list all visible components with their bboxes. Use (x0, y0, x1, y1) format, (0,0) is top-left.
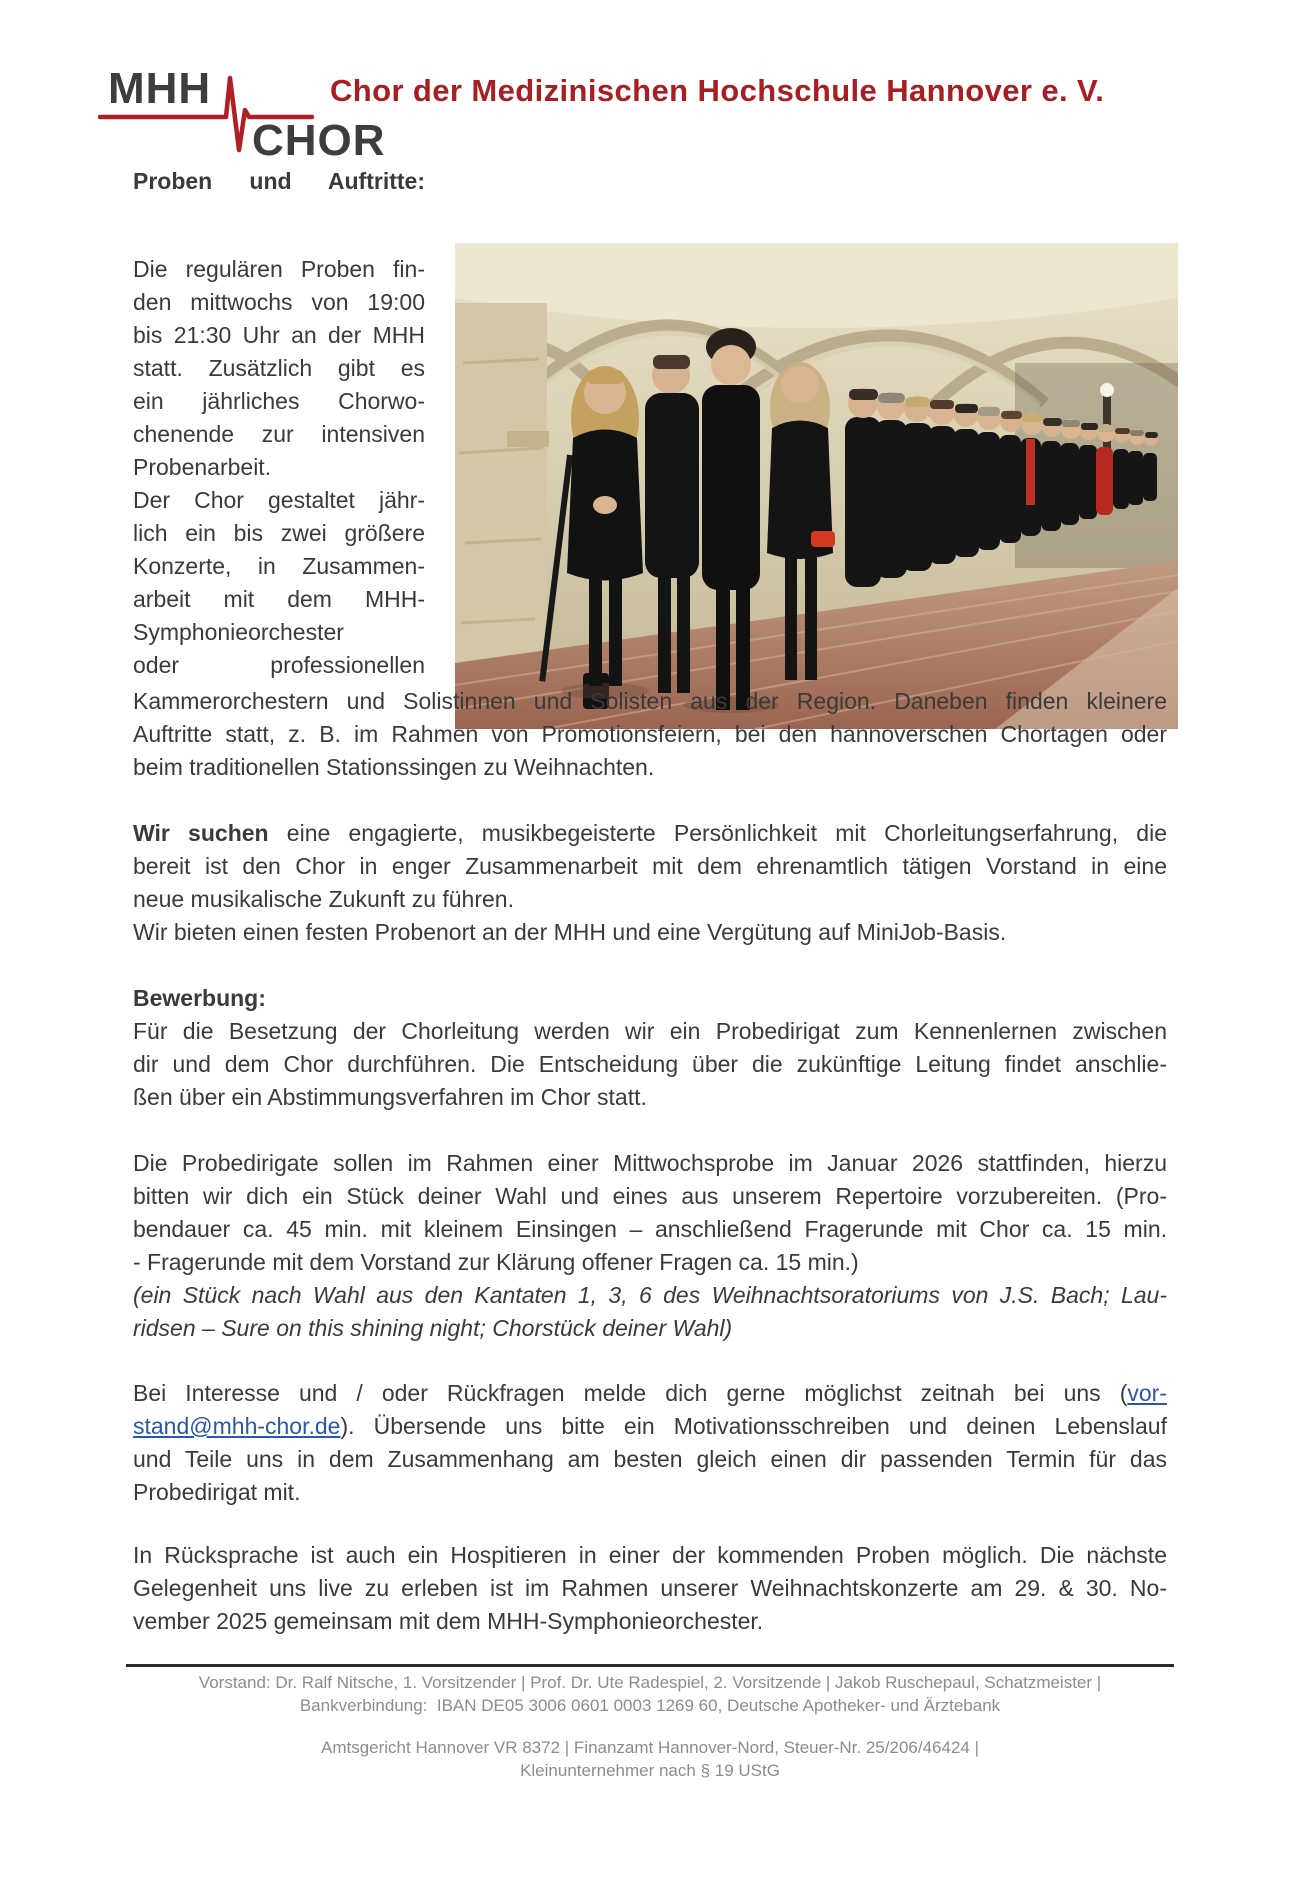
header (108, 55, 1167, 165)
text-line: dir und dem Chor durchführen. Die Entscheidung über die zukünftige Leitung findet anschlie- (133, 1051, 1167, 1077)
probedirigat-paragraph (133, 1147, 1167, 1345)
text-line: vember 2025 gemeinsam mit dem MHH-Symphonieorchester. (133, 1608, 764, 1634)
text-line: Wir bieten einen festen Probenort an der MHH und eine Vergütung auf MiniJob-Basis. (133, 919, 1007, 945)
text-line: Gelegenheit uns live zu erleben ist im Rahmen unserer Weihnachtskonzerte am 29. & 30. No- (133, 1575, 1167, 1601)
text-line: bis 21:30 Uhr an der MHH (133, 322, 425, 348)
text-line: ein jährliches Chorwo- (133, 388, 425, 414)
text-line: Der Chor gestaltet jähr- (133, 487, 425, 513)
logo-text-chor: CHOR (252, 116, 386, 165)
text-line-italic: ridsen – Sure on this shining night; Chorstück deiner Wahl) (133, 1315, 733, 1341)
footer-line-amtsgericht: Amtsgericht Hannover VR 8372 | Finanzamt Hannover-Nord, Steuer-Nr. 25/206/46424 | (320, 1738, 979, 1757)
section-heading-proben: Proben und Auftritte: (133, 168, 425, 194)
text-line: bendauer ca. 45 min. mit kleinem Einsingen – anschließend Fragerunde mit Chor ca. 15 min. (133, 1216, 1167, 1242)
text-line: Symphonieorchester (133, 619, 344, 645)
text-line: neue musikalische Zukunft zu führen. (133, 886, 514, 912)
text-line (133, 817, 1167, 850)
footer-line-vorstand: Vorstand: Dr. Ralf Nitsche, 1. Vorsitzender | Prof. Dr. Ute Radespiel, 2. Vorsitzende | Jakob Ruschepaul, Schatzmeister | (198, 1673, 1102, 1692)
text-line: bereit ist den Chor in enger Zusammenarbeit mit dem ehrenamtlich tätigen Vorstand in eine (133, 853, 1167, 879)
text-line: bitten wir dich ein Stück deiner Wahl und eines aus unserem Repertoire vorzubereiten. (Pro- (133, 1183, 1167, 1209)
text-line: beim traditionellen Stationssingen zu Weihnachten. (133, 754, 655, 780)
text-line: statt. Zusätzlich gibt es (133, 355, 425, 381)
footer-divider (126, 1664, 1174, 1667)
text-line: Kammerorchestern und Solistinnen und Solisten aus der Region. Daneben finden kleinere (133, 688, 1167, 714)
proben-column-text (133, 253, 1167, 682)
text-line: arbeit mit dem MHH- (133, 586, 425, 612)
text-line: Die regulären Proben fin- (133, 256, 425, 282)
logo-text-mhh: MHH (108, 64, 212, 113)
text-line: oder professionellen (133, 652, 425, 678)
wir-suchen-paragraph (133, 817, 1167, 949)
footer (133, 1671, 1167, 1782)
text-span: eine engagierte, musikbegeisterte Persönlichkeit mit Chorleitungserfahrung, die (268, 820, 1168, 846)
kontakt-paragraph (133, 1377, 1167, 1509)
footer-gap (133, 1717, 1167, 1736)
text-line: Die Probedirigate sollen im Rahmen einer Mittwochsprobe im Januar 2026 stattfinden, hierzu (133, 1150, 1167, 1176)
text-line: Probenarbeit. (133, 454, 272, 480)
text-line: Für die Besetzung der Chorleitung werden wir ein Probedirigat zum Kennenlernen zwischen (133, 1018, 1167, 1044)
text-line: Konzerte, in Zusammen- (133, 553, 425, 579)
text-line: und Teile uns in dem Zusammenhang am besten gleich einen dir passenden Termin für das (133, 1446, 1167, 1472)
text-line: chenende zur intensiven (133, 421, 425, 447)
document-body (108, 55, 1168, 1782)
text-line (133, 1410, 1167, 1443)
footer-line-bank: Bankverbindung: IBAN DE05 3006 0601 0003 1269 60, Deutsche Apotheker- und Ärztebank (299, 1696, 1001, 1715)
text-span: ). Übersende uns bitte ein Motivationsschreiben und deinen Lebenslauf (340, 1413, 1167, 1439)
text-line: Probedirigat mit. (133, 1479, 301, 1505)
text-line: Auftritte statt, z. B. im Rahmen von Promotionsfeiern, bei den hannoverschen Chortagen oder (133, 721, 1167, 747)
text-line: In Rücksprache ist auch ein Hospitieren in einer der kommenden Proben möglich. Die nächste (133, 1542, 1167, 1568)
document-title: Chor der Medizinischen Hochschule Hannover e. V. (330, 73, 1105, 108)
text-line: ßen über ein Abstimmungsverfahren im Chor statt. (133, 1084, 647, 1110)
proben-full-text (133, 685, 1167, 784)
wir-suchen-lead: Wir suchen (133, 820, 269, 846)
footer-line-kleinunternehmer: Kleinunternehmer nach § 19 UStG (520, 1761, 780, 1780)
text-line: - Fragerunde mit dem Vorstand zur Klärung offener Fragen ca. 15 min.) (133, 1249, 859, 1275)
email-link-part1[interactable]: vor- (1127, 1380, 1167, 1406)
text-line: lich ein bis zwei größere (133, 520, 425, 546)
text-span: Bei Interesse und / oder Rückfragen melde dich gerne möglichst zeitnah bei uns ( (133, 1380, 1128, 1406)
ruecksprache-paragraph (133, 1539, 1167, 1638)
section-heading-bewerbung: Bewerbung: (133, 985, 266, 1011)
text-line: den mittwochs von 19:00 (133, 289, 425, 315)
bewerbung-paragraph (133, 1015, 1167, 1114)
text-line (133, 1377, 1167, 1410)
email-link-part2[interactable]: stand@mhh-chor.de (133, 1413, 341, 1439)
text-line-italic: (ein Stück nach Wahl aus den Kantaten 1, 3, 6 des Weihnachtsoratoriums von J.S. Bach; Lau- (133, 1282, 1167, 1308)
page (0, 55, 1300, 1893)
